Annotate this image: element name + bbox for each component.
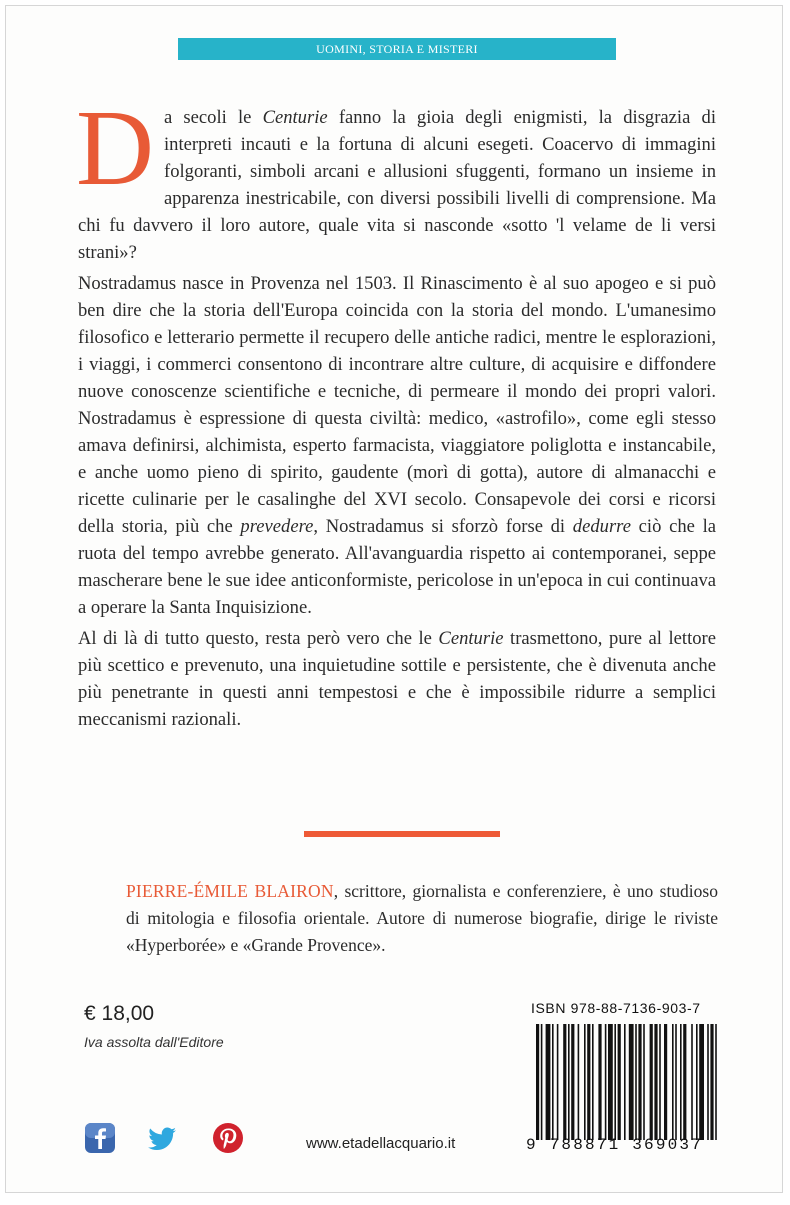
barcode-bar: [568, 1024, 570, 1140]
blurb-paragraph-1: Da secoli le Centurie fanno la gioia degli enigmisti, la disgrazia di interpreti incauti e la fortuna di alcuni esegeti. Coacervo di immagini folgoranti, simboli arcani e allusioni sfuggenti, formano un insieme in apparenza inestricabile, con diversi possibili livelli di comprensione. Ma chi fu davvero il loro autore, quale vita si nasconde «sotto 'l velame de li versi strani»?: [76, 89, 716, 263]
barcode-bar: [715, 1024, 717, 1140]
barcode-bar: [683, 1024, 686, 1140]
publisher-website[interactable]: www.etadellacquario.it: [306, 1135, 456, 1152]
barcode-bar: [650, 1024, 653, 1140]
barcode-bar: [546, 1024, 551, 1140]
author-name: PIERRE-ÉMILE BLAIRON: [126, 881, 334, 901]
barcode-bar: [605, 1024, 607, 1140]
isbn-label: ISBN 978-88-7136-903-7: [531, 1000, 701, 1016]
barcode-bar: [664, 1024, 667, 1140]
barcode-bar: [659, 1024, 661, 1140]
barcode-bar: [710, 1024, 713, 1140]
barcode-bar: [635, 1024, 637, 1140]
blurb: [76, 89, 716, 737]
barcode-bar: [643, 1024, 645, 1140]
vat-note: Iva assolta dall'Editore: [84, 1034, 224, 1050]
barcode-bar: [624, 1024, 626, 1140]
price: € 18,00: [84, 1002, 155, 1025]
twitter-icon[interactable]: [146, 1122, 178, 1154]
barcode-bar: [675, 1024, 677, 1140]
barcode-bar: [696, 1024, 698, 1140]
barcode-bar: [618, 1024, 621, 1140]
barcode-bar: [541, 1024, 543, 1140]
barcode-bar: [571, 1024, 574, 1140]
barcode-bar: [598, 1024, 601, 1140]
barcode-bar: [614, 1024, 616, 1140]
barcode-bar: [707, 1024, 709, 1140]
author-bio: PIERRE-ÉMILE BLAIRON, scrittore, giornalista e conferenziere, è uno studioso di mitologia e filosofia orientale. Autore di numerose biografie, dirige le riviste «Hyperborée» e «Grande Provence».: [126, 881, 718, 955]
series-title: UOMINI, STORIA E MISTERI: [178, 38, 616, 60]
barcode-bar: [672, 1024, 674, 1140]
barcode-bar: [629, 1024, 634, 1140]
barcode-bar: [578, 1024, 580, 1140]
book-back-cover: [5, 5, 783, 1193]
blurb-paragraph-3: Al di là di tutto questo, resta però vero che le Centurie trasmettono, pure al lettore più scettico e prevenuto, una inquietudine sottile e persistente, che è divenuta anche più penetrante in questi anni tempestosi e che è impossibile ridurre a semplici meccanismi razionali.: [78, 628, 716, 730]
barcode-bar: [680, 1024, 682, 1140]
barcode-bar: [691, 1024, 693, 1140]
barcode-bar: [592, 1024, 594, 1140]
barcode-bar: [584, 1024, 586, 1140]
barcode-bar: [552, 1024, 554, 1140]
barcode-bar: [608, 1024, 613, 1140]
barcode-bar: [699, 1024, 704, 1140]
barcode-bar: [587, 1024, 590, 1140]
barcode-bar: [557, 1024, 559, 1140]
barcode: [536, 1024, 720, 1140]
pinterest-icon[interactable]: [212, 1122, 244, 1154]
drop-cap: D: [76, 89, 154, 208]
barcode-digits: 9 788871 369037: [526, 1136, 704, 1154]
barcode-bar: [563, 1024, 566, 1140]
barcode-bar: [536, 1024, 539, 1140]
barcode-bar: [654, 1024, 657, 1140]
facebook-icon[interactable]: [84, 1122, 116, 1154]
separator-line: [304, 831, 500, 837]
blurb-paragraph-2: Nostradamus nasce in Provenza nel 1503. Il Rinascimento è al suo apogeo e si può ben dire che la storia dell'Europa coincida con la storia del mondo. L'umanesimo filosofico e letterario permette il recupero delle antiche radici, mentre le esplorazioni, i viaggi, i commerci consentono di incontrare altre culture, di acquisire e diffondere nuove conoscenze scientifiche e tecniche, di permeare il mondo dei propri valori. Nostradamus è espressione di questa civiltà: medico, «astrofilo», come egli stesso amava definirsi, alchimista, esperto farmacista, viaggiatore poliglotta e instancabile, e anche uomo pieno di spirito, gaudente (morì di gotta), autore di almanacchi e ricette culinarie per le casalinghe del XVI secolo. Consapevole dei corsi e ricorsi della storia, più che prevedere, Nostradamus si sforzò forse di dedurre ciò che la ruota del tempo avrebbe generato. All'avanguardia rispetto ai contemporanei, seppe mascherare bene le sue idee anticonformiste, pericolose in un'epoca in cui continuava a operare la Santa Inquisizione.: [78, 273, 716, 618]
barcode-bar: [638, 1024, 641, 1140]
